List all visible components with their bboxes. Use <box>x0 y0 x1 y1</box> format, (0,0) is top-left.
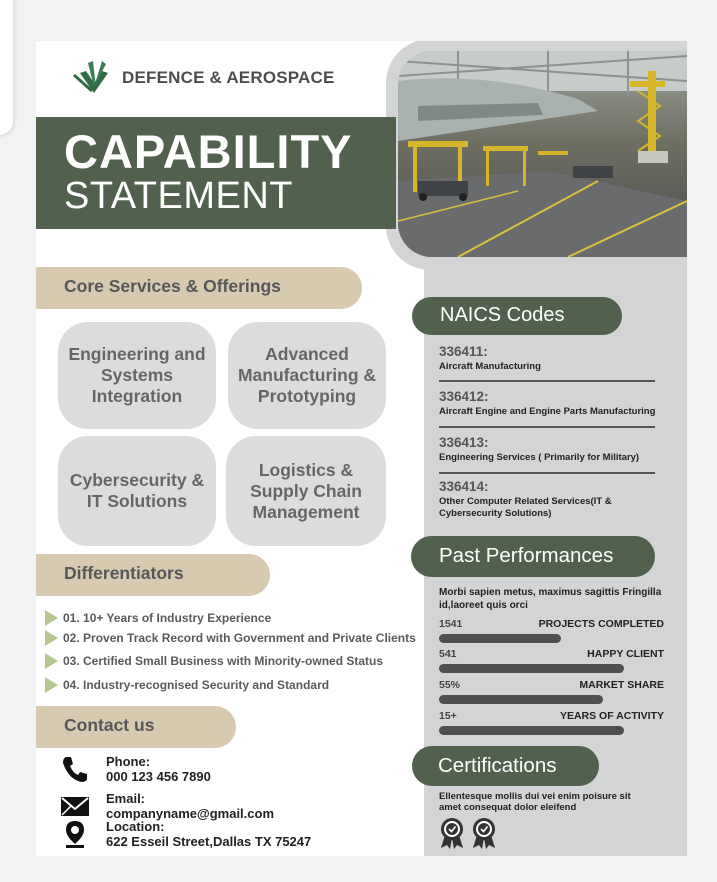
stat-bar <box>439 634 561 643</box>
location-value: 622 Esseil Street,Dallas TX 75247 <box>106 834 312 849</box>
stat-bar <box>439 695 603 704</box>
award-badge-icon <box>439 817 465 849</box>
contact-heading: Contact us <box>36 706 236 748</box>
bullet-arrow-icon <box>45 610 58 626</box>
naics-item <box>439 389 655 418</box>
stat-label: MARKET SHARE <box>579 679 664 691</box>
certifications-text: Ellentesque mollis dui vei enim poisure sit amet consequat dolor eleifend <box>439 791 631 813</box>
differentiator-text: 01. 10+ Years of Industry Experience <box>63 611 272 625</box>
naics-code: 336414: <box>439 479 489 494</box>
location-pin-icon <box>60 819 90 849</box>
stat-clients <box>439 648 664 673</box>
service-tile-logistics: Logistics & Supply Chain Management <box>226 436 386 546</box>
stat-market-share <box>439 679 664 704</box>
differentiator-item <box>45 630 416 646</box>
stat-value: 55% <box>439 679 461 691</box>
naics-description: Other Computer Related Services(IT & Cybersecurity Solutions) <box>439 496 612 519</box>
naics-description: Engineering Services ( Primarily for Military) <box>439 452 640 463</box>
differentiator-text: 02. Proven Track Record with Government and Private Clients <box>63 631 416 645</box>
naics-item <box>439 344 541 373</box>
stat-bar <box>439 664 624 673</box>
bullet-arrow-icon <box>45 677 58 693</box>
title-line2: STATEMENT <box>64 175 293 217</box>
service-tile-cybersecurity: Cybersecurity & IT Solutions <box>58 436 216 546</box>
stat-bar <box>439 726 624 735</box>
stat-value: 541 <box>439 648 457 660</box>
duns-code: DUNS CODE : ABJ0123456 <box>234 230 347 240</box>
stat-value: 1541 <box>439 618 463 630</box>
stat-label: YEARS OF ACTIVITY <box>559 710 664 722</box>
hangar-image <box>398 51 687 257</box>
naics-divider <box>439 380 655 382</box>
core-services-heading: Core Services & Offerings <box>36 267 362 309</box>
bullet-arrow-icon <box>45 630 58 646</box>
differentiator-item <box>45 610 271 626</box>
service-tile-manufacturing: Advanced Manufacturing & Prototyping <box>228 322 386 429</box>
award-badge-icon <box>471 817 497 849</box>
differentiator-item <box>45 653 383 669</box>
capability-flyer <box>36 41 687 856</box>
background-card <box>0 0 13 135</box>
contact-email <box>60 791 274 821</box>
naics-code: 336413: <box>439 435 489 450</box>
company-logo <box>72 53 116 101</box>
hangar-photo <box>398 51 687 257</box>
location-label: Location: <box>106 819 165 834</box>
naics-divider <box>439 426 655 428</box>
brand-name: DEFENCE & AEROSPACE <box>122 68 335 87</box>
envelope-icon <box>60 791 90 821</box>
past-performances-text: Morbi sapien metus, maximus sagittis Fringilla id,laoreet quis orci <box>439 587 662 611</box>
naics-code: 336411: <box>439 344 488 359</box>
stat-label: HAPPY CLIENT <box>587 648 664 660</box>
email-value[interactable]: companyname@gmail.com <box>106 806 275 821</box>
naics-heading: NAICS Codes <box>412 297 622 335</box>
contact-phone <box>60 754 211 784</box>
differentiators-heading: Differentiators <box>36 554 270 596</box>
certification-badges <box>439 817 497 849</box>
naics-item <box>439 479 664 520</box>
past-performances-heading: Past Performances <box>411 536 655 577</box>
title-line1: CAPABILITY <box>64 125 353 178</box>
contact-location <box>60 819 311 849</box>
phone-icon <box>60 754 90 784</box>
title-band <box>36 117 396 240</box>
stat-years <box>439 710 664 735</box>
stat-value: 15+ <box>439 710 457 722</box>
naics-code: 336412: <box>439 389 489 404</box>
bullet-arrow-icon <box>45 653 58 669</box>
differentiator-item <box>45 677 329 693</box>
stat-label: PROJECTS COMPLETED <box>538 618 664 630</box>
phone-label: Phone: <box>106 754 151 769</box>
differentiator-text: 03. Certified Small Business with Minority-owned Status <box>63 654 384 668</box>
phone-value[interactable]: 000 123 456 7890 <box>106 769 211 784</box>
differentiator-text: 04. Industry-recognised Security and Standard <box>63 678 330 692</box>
naics-description: Aircraft Manufacturing <box>439 361 541 372</box>
naics-item <box>439 435 639 464</box>
email-label: Email: <box>106 791 146 806</box>
certifications-heading: Certifications <box>412 746 599 786</box>
service-tile-engineering: Engineering and Systems Integration <box>58 322 216 429</box>
cage-code: CAGE CODE : 0123456789 <box>64 230 176 240</box>
naics-divider <box>439 472 655 474</box>
stat-projects <box>439 618 664 643</box>
naics-description: Aircraft Engine and Engine Parts Manufacturing <box>439 406 656 417</box>
leaf-logo-icon <box>72 53 116 97</box>
